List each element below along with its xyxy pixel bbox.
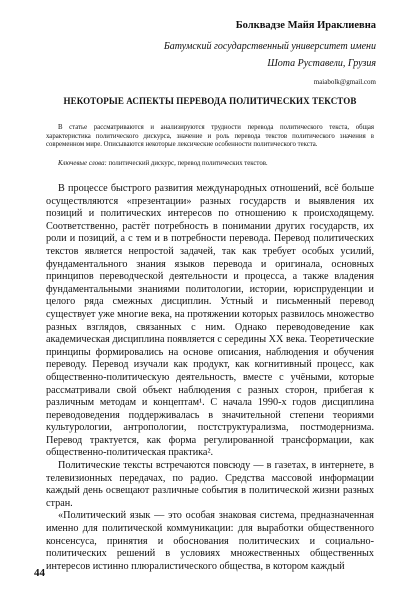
paragraph: В процессе быстрого развития международных отношений, всё больше осуществляются «презентации» разных государств и выявления их позиций и политических интересов по отношению к происходящему. Соответственно, растёт потребность в понимании других государств, их роли и позиций, а с тем и в потребности перевода. Перевод политических текстов является непростой задачей, так как требует особых усилий, фундаментального знания языков перевода и оригинала, основных принципов переводческой деятельности и процесса, а также владения фундаментальными знаниями политологии, истории, юриспруденции и целого ряда смежных дисциплин. Устный и письменный перевод существует уже многие века, на протяжении которых развилось множество разных взглядов, связанных с ним. Однако переводоведение как академическая дисциплина появляется с середины XX века. Теоретические принципы формировались на основе описания, наблюдения и обучения переводу. Перевод изучали как продукт, как когнитивный процесс, как общественно-политическую деятельность, вместе с учёными, которые рассматривали свой объект наблюдения с разных сторон, прибегая к различным методам и концептам¹. С начала 1990-х годов дисциплина переводоведения поддерживалась в значительной степени теориями культурологии, антропологии, постструктурализма, постмодернизма. Перевод трактуется, как форма регулированной трансформации, как общественно-политическая практика². (46, 183, 374, 459)
paragraph: Политические тексты встречаются повсюду — в газетах, в интернете, в телевизионных передачах, по радио. Средства массовой информации каждый день освещают различные события в политической жизни разных стран. (46, 460, 374, 509)
abstract: В статье рассматриваются и анализируются трудности перевода политического текста, общая характеристика политического дискурса, значение и роль перевода текстов политического значения в современном мире. Описываются некоторые лексические особенности политического текста. (46, 124, 374, 149)
page-number: 44 (34, 567, 45, 579)
author-name: Болквадзе Майя Ираклиевна (235, 20, 376, 31)
article-body (46, 183, 374, 573)
paragraph: «Политический язык — это особая знаковая система, предназначенная именно для политической коммуникации: для выработки общественного консенсуса, принятия и обоснования политических и социально-политических решений в условиях множественных общественных интересов истинно плюралистического общества, в котором каждый (46, 510, 374, 572)
author-email: maiabolk@gmail.com (313, 78, 376, 86)
author-affiliation: Батумский государственный университет имени Шота Руставели, Грузия (163, 41, 376, 69)
keywords (46, 160, 374, 169)
article-title: НЕКОТОРЫЕ АСПЕКТЫ ПЕРЕВОДА ПОЛИТИЧЕСКИХ ТЕКСТОВ (63, 96, 357, 106)
keywords-label: Ключевые слова: (58, 160, 107, 167)
keywords-text: политический дискурс, перевод политических текстов. (108, 160, 268, 167)
